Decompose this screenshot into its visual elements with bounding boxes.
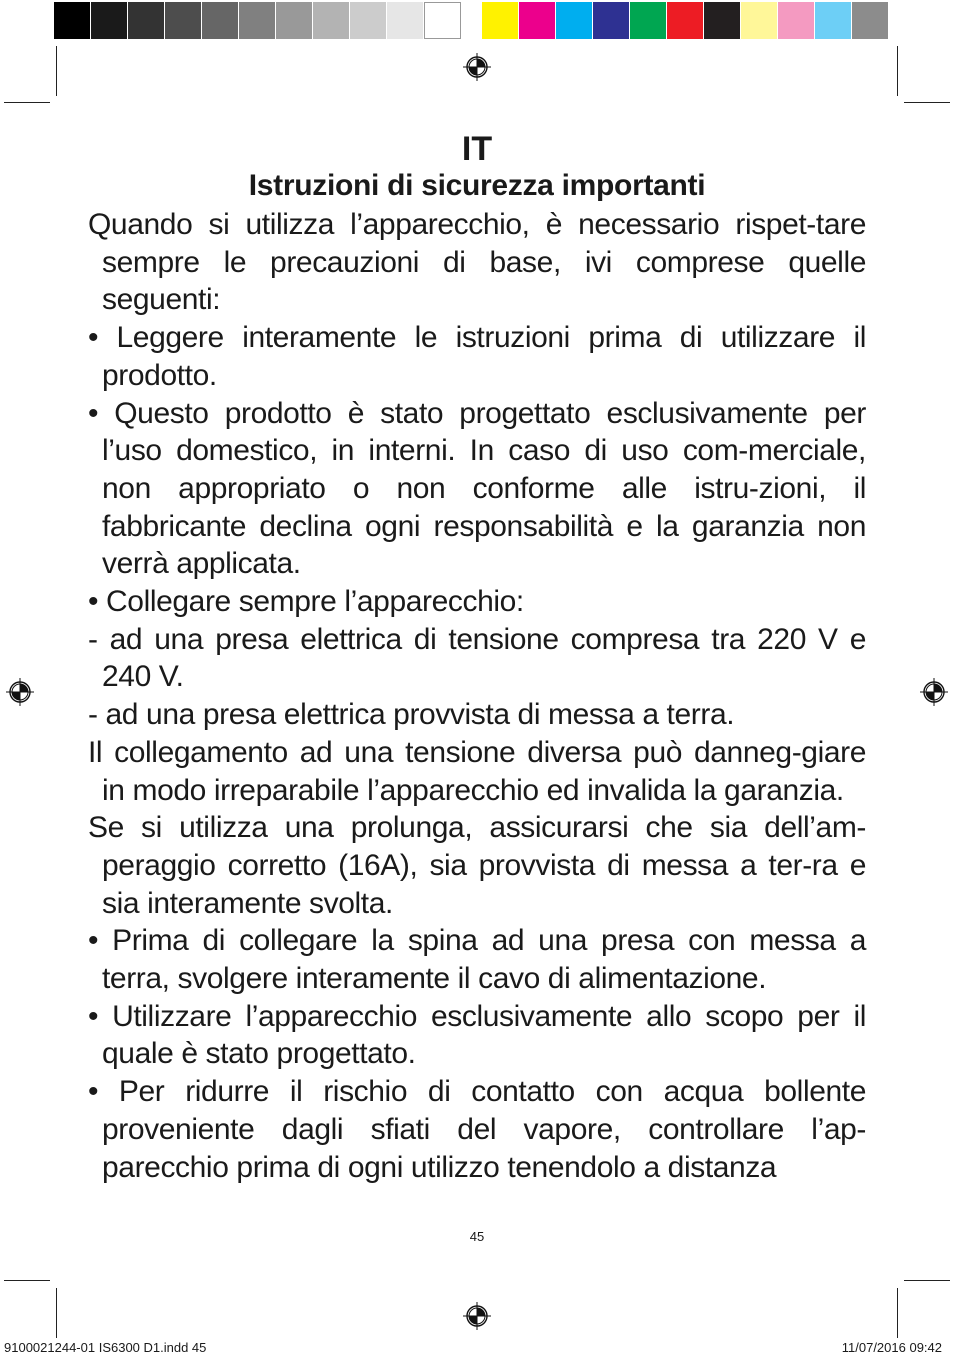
paragraph-domestic-use: • Questo prodotto è stato progettato esclusivamente per l’uso domestico, in interni. In caso di uso com-merciale, non appropriato o non conforme alle istru-zioni, il fabbricante declina ogni responsabilità e la garanzia non verrà applicata. [88, 396, 866, 581]
color-swatch [482, 2, 519, 39]
crop-mark-bl-v [56, 1288, 57, 1338]
color-swatch [815, 2, 852, 39]
color-swatch [556, 2, 593, 39]
paragraph-wrong-voltage: Il collegamento ad una tensione diversa può danneg-giare in modo irreparabile l’apparecchio ed invalida la garanzia. [88, 735, 866, 807]
registration-mark-right [920, 678, 948, 706]
gray-swatch [128, 2, 165, 39]
gray-swatch [165, 2, 202, 39]
gray-swatch [54, 2, 91, 39]
document-body [88, 130, 866, 1186]
paragraph-connect: • Collegare sempre l’apparecchio: [88, 585, 524, 619]
color-swatch [852, 2, 889, 39]
gray-swatch [424, 2, 461, 39]
color-swatch [593, 2, 630, 39]
paragraph-intro: Quando si utilizza l’apparecchio, è necessario rispet-tare sempre le precauzioni di base, ivi comprese quelle seguenti: [88, 208, 866, 317]
color-swatch [778, 2, 815, 39]
crop-mark-tl-h [4, 102, 50, 103]
paragraph-voltage: - ad una presa elettrica di tensione compresa tra 220 V e 240 V. [88, 622, 866, 694]
crop-mark-bl-h [4, 1280, 50, 1281]
paragraph-extension: Se si utilizza una prolunga, assicurarsi che sia dell’am-peraggio corretto (16A), sia provvista di messa a ter-ra e sia interamente svolta. [88, 811, 866, 920]
gray-swatch [91, 2, 128, 39]
paragraph-unwind-cable: • Prima di collegare la spina ad una presa con messa a terra, svolgere interamente il cavo di alimentazione. [88, 924, 866, 996]
registration-mark-left [6, 678, 34, 706]
section-title: Istruzioni di sicurezza importanti [248, 169, 706, 202]
crop-mark-tr-h [904, 102, 950, 103]
print-timestamp: 11/07/2016 09:42 [841, 1340, 942, 1355]
language-code: IT [461, 130, 493, 168]
color-swatch [741, 2, 778, 39]
gray-swatch [239, 2, 276, 39]
paragraph-steam-risk: • Per ridurre il rischio di contatto con acqua bollente proveniente dagli sfiati del vapore, controllare l’ap-parecchio prima di ogni utilizzo tenendolo a distanza [88, 1075, 866, 1184]
gray-swatch [350, 2, 387, 39]
paragraph-intended-use: • Utilizzare l’apparecchio esclusivamente allo scopo per il quale è stato progettato. [88, 999, 866, 1071]
gray-swatch [202, 2, 239, 39]
crop-mark-tr-v [897, 46, 898, 96]
paragraph-earth: - ad una presa elettrica provvista di messa a terra. [88, 698, 735, 732]
page-number: 45 [469, 1229, 485, 1244]
color-swatch [519, 2, 556, 39]
color-swatch [667, 2, 704, 39]
gray-swatch [276, 2, 313, 39]
registration-mark-bottom [463, 1302, 491, 1330]
paragraph-read-instructions: • Leggere interamente le istruzioni prima di utilizzare il prodotto. [88, 321, 866, 392]
grayscale-bar [54, 2, 461, 39]
color-swatch [630, 2, 667, 39]
print-file-info: 9100021244-01 IS6300 D1.indd 45 [4, 1340, 207, 1355]
gray-swatch [313, 2, 350, 39]
crop-mark-br-v [897, 1288, 898, 1338]
color-swatch [704, 2, 741, 39]
registration-mark-top [463, 53, 491, 81]
crop-mark-br-h [904, 1280, 950, 1281]
gray-swatch [387, 2, 424, 39]
crop-mark-tl-v [56, 46, 57, 96]
process-color-bar [482, 2, 889, 39]
